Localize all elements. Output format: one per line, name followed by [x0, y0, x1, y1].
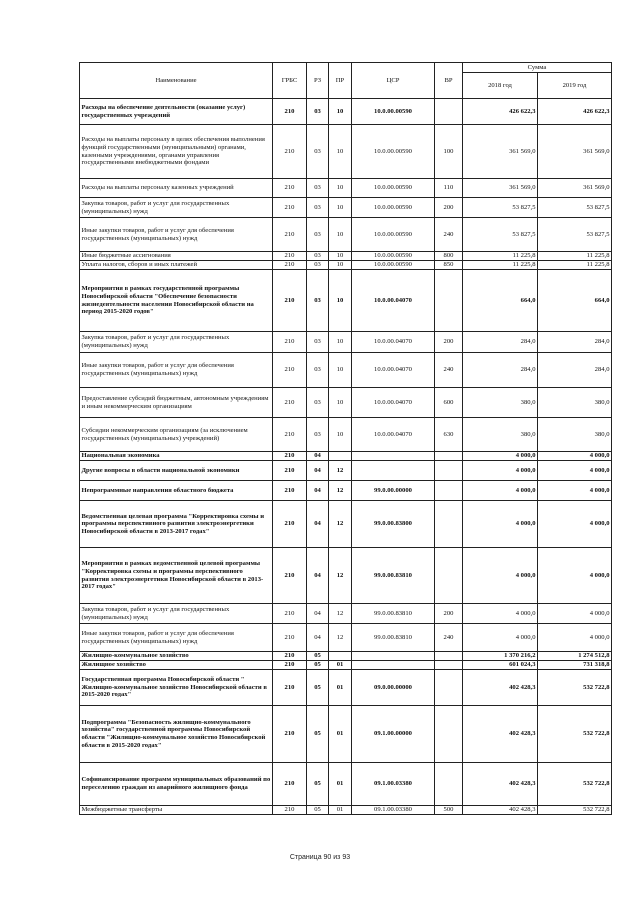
cell-name: Предоставление субсидий бюджетным, автономным учреждениям и иным некоммерческим организациям	[80, 388, 273, 418]
cell-vr: 240	[435, 624, 463, 652]
cell-grbs: 210	[273, 604, 307, 624]
cell-csr: 10.0.00.04070	[352, 270, 435, 332]
cell-amount-2019: 53 827,5	[538, 218, 612, 252]
cell-grbs: 210	[273, 624, 307, 652]
cell-name: Расходы на выплаты персоналу казенных учреждений	[80, 179, 273, 198]
cell-vr	[435, 501, 463, 548]
cell-rz: 05	[307, 652, 329, 661]
cell-pr: 10	[329, 125, 352, 179]
cell-rz: 03	[307, 418, 329, 452]
cell-name: Жилищно-коммунальное хозяйство	[80, 652, 273, 661]
cell-pr: 10	[329, 270, 352, 332]
cell-amount-2018: 380,0	[463, 388, 538, 418]
cell-pr: 10	[329, 261, 352, 270]
table-row	[80, 418, 612, 452]
cell-amount-2018: 601 024,3	[463, 661, 538, 670]
cell-amount-2018: 4 000,0	[463, 501, 538, 548]
table-row	[80, 179, 612, 198]
cell-grbs: 210	[273, 353, 307, 388]
cell-grbs: 210	[273, 332, 307, 353]
cell-rz: 03	[307, 99, 329, 125]
cell-name: Иные закупки товаров, работ и услуг для обеспечения государственных (муниципальных) нужд	[80, 624, 273, 652]
cell-csr: 99.0.00.83810	[352, 548, 435, 604]
cell-name: Подпрограмма "Безопасность жилищно-коммунального хозяйства" государственной программы Новосибирской области "Жилищно-коммунальное хозяйство Новосибирской области в 2015-2020 годах"	[80, 706, 273, 763]
cell-amount-2018: 426 622,3	[463, 99, 538, 125]
cell-grbs: 210	[273, 806, 307, 815]
cell-rz: 03	[307, 261, 329, 270]
cell-csr: 99.0.00.00000	[352, 481, 435, 501]
cell-name: Иные бюджетные ассигнования	[80, 252, 273, 261]
cell-grbs: 210	[273, 270, 307, 332]
cell-pr: 10	[329, 198, 352, 218]
cell-vr: 630	[435, 418, 463, 452]
cell-csr	[352, 661, 435, 670]
cell-amount-2018: 4 000,0	[463, 452, 538, 461]
cell-amount-2019: 731 318,8	[538, 661, 612, 670]
cell-pr: 12	[329, 548, 352, 604]
cell-vr: 500	[435, 806, 463, 815]
header-name: Наименование	[80, 63, 273, 99]
table-row	[80, 270, 612, 332]
cell-grbs: 210	[273, 548, 307, 604]
table-row	[80, 198, 612, 218]
cell-grbs: 210	[273, 670, 307, 706]
table-row	[80, 652, 612, 661]
cell-pr: 10	[329, 388, 352, 418]
cell-amount-2018: 402 428,3	[463, 706, 538, 763]
cell-grbs: 210	[273, 481, 307, 501]
cell-name: Расходы на выплаты персоналу в целях обеспечения выполнения функций государственными (муниципальными) органами, казенными учреждениями, органами управления государственными внебюджетными фондами	[80, 125, 273, 179]
table-row	[80, 806, 612, 815]
cell-vr	[435, 481, 463, 501]
cell-rz: 03	[307, 353, 329, 388]
cell-grbs: 210	[273, 418, 307, 452]
cell-vr	[435, 706, 463, 763]
table-row	[80, 501, 612, 548]
cell-amount-2018: 361 569,0	[463, 125, 538, 179]
cell-name: Расходы на обеспечение деятельности (оказание услуг) государственных учреждений	[80, 99, 273, 125]
cell-csr: 99.0.00.83810	[352, 624, 435, 652]
cell-rz: 03	[307, 218, 329, 252]
cell-amount-2018: 53 827,5	[463, 198, 538, 218]
cell-csr: 10.0.00.04070	[352, 332, 435, 353]
cell-vr: 200	[435, 332, 463, 353]
cell-rz: 04	[307, 624, 329, 652]
header-sum: Сумма	[463, 63, 612, 73]
cell-amount-2019: 11 225,8	[538, 252, 612, 261]
header-rz: РЗ	[307, 63, 329, 99]
cell-amount-2018: 1 370 216,2	[463, 652, 538, 661]
cell-rz: 03	[307, 198, 329, 218]
cell-csr	[352, 452, 435, 461]
cell-vr	[435, 652, 463, 661]
cell-grbs: 210	[273, 661, 307, 670]
cell-amount-2019: 11 225,8	[538, 261, 612, 270]
cell-grbs: 210	[273, 179, 307, 198]
cell-rz: 03	[307, 332, 329, 353]
cell-rz: 04	[307, 604, 329, 624]
cell-rz: 03	[307, 125, 329, 179]
cell-amount-2019: 284,0	[538, 332, 612, 353]
cell-grbs: 210	[273, 461, 307, 481]
cell-csr: 10.0.00.04070	[352, 418, 435, 452]
table-row	[80, 261, 612, 270]
cell-name: Национальная экономика	[80, 452, 273, 461]
cell-amount-2019: 380,0	[538, 418, 612, 452]
cell-grbs: 210	[273, 218, 307, 252]
cell-csr: 10.0.00.00590	[352, 261, 435, 270]
cell-vr	[435, 270, 463, 332]
cell-rz: 05	[307, 661, 329, 670]
cell-amount-2018: 284,0	[463, 353, 538, 388]
cell-grbs: 210	[273, 99, 307, 125]
cell-csr: 10.0.00.00590	[352, 179, 435, 198]
table-row	[80, 353, 612, 388]
cell-amount-2019: 4 000,0	[538, 604, 612, 624]
cell-name: Жилищное хозяйство	[80, 661, 273, 670]
cell-pr: 01	[329, 706, 352, 763]
cell-rz: 04	[307, 461, 329, 481]
cell-rz: 04	[307, 501, 329, 548]
cell-rz: 05	[307, 806, 329, 815]
cell-csr: 99.0.00.83810	[352, 604, 435, 624]
cell-amount-2018: 4 000,0	[463, 548, 538, 604]
cell-amount-2018: 11 225,8	[463, 261, 538, 270]
cell-grbs: 210	[273, 706, 307, 763]
cell-vr: 200	[435, 604, 463, 624]
cell-amount-2018: 361 569,0	[463, 179, 538, 198]
cell-rz: 04	[307, 452, 329, 461]
header-csr: ЦСР	[352, 63, 435, 99]
table-row	[80, 624, 612, 652]
cell-csr: 10.0.00.04070	[352, 353, 435, 388]
table-row	[80, 218, 612, 252]
table-row	[80, 604, 612, 624]
table-row	[80, 461, 612, 481]
cell-pr: 10	[329, 353, 352, 388]
cell-grbs: 210	[273, 501, 307, 548]
budget-table-body	[80, 99, 612, 815]
cell-name: Другие вопросы в области национальной экономики	[80, 461, 273, 481]
cell-vr: 100	[435, 125, 463, 179]
cell-name: Субсидии некоммерческим организациям (за исключением государственных (муниципальных) учреждений)	[80, 418, 273, 452]
budget-table	[79, 62, 612, 815]
cell-csr	[352, 461, 435, 481]
cell-csr: 99.0.00.83800	[352, 501, 435, 548]
cell-amount-2018: 4 000,0	[463, 624, 538, 652]
cell-pr: 01	[329, 661, 352, 670]
cell-name: Непрограммные направления областного бюджета	[80, 481, 273, 501]
cell-vr: 600	[435, 388, 463, 418]
table-row	[80, 388, 612, 418]
cell-rz: 05	[307, 706, 329, 763]
cell-csr: 10.0.00.04070	[352, 388, 435, 418]
cell-pr: 10	[329, 332, 352, 353]
table-row	[80, 661, 612, 670]
cell-grbs: 210	[273, 452, 307, 461]
cell-name: Иные закупки товаров, работ и услуг для обеспечения государственных (муниципальных) нужд	[80, 353, 273, 388]
cell-csr: 10.0.00.00590	[352, 252, 435, 261]
cell-pr: 12	[329, 461, 352, 481]
table-row	[80, 548, 612, 604]
cell-csr: 09.1.00.00000	[352, 706, 435, 763]
cell-amount-2019: 426 622,3	[538, 99, 612, 125]
header-year-2019: 2019 год	[538, 73, 612, 99]
cell-vr: 110	[435, 179, 463, 198]
cell-pr: 10	[329, 218, 352, 252]
cell-amount-2019: 361 569,0	[538, 125, 612, 179]
cell-amount-2018: 284,0	[463, 332, 538, 353]
cell-pr: 12	[329, 501, 352, 548]
cell-csr	[352, 652, 435, 661]
cell-amount-2019: 4 000,0	[538, 461, 612, 481]
cell-amount-2019: 53 827,5	[538, 198, 612, 218]
cell-csr: 10.0.00.00590	[352, 125, 435, 179]
cell-vr: 800	[435, 252, 463, 261]
cell-vr: 240	[435, 218, 463, 252]
cell-pr: 01	[329, 806, 352, 815]
cell-pr	[329, 652, 352, 661]
table-row	[80, 125, 612, 179]
cell-grbs: 210	[273, 252, 307, 261]
cell-name: Иные закупки товаров, работ и услуг для обеспечения государственных (муниципальных) нужд	[80, 218, 273, 252]
cell-amount-2018: 53 827,5	[463, 218, 538, 252]
cell-name: Мероприятия в рамках государственной программы Новосибирской области "Обеспечение безопасности жизнедеятельности населения Новосибирской области на период 2015-2020 годов"	[80, 270, 273, 332]
cell-amount-2019: 4 000,0	[538, 481, 612, 501]
cell-amount-2019: 532 722,8	[538, 806, 612, 815]
cell-amount-2018: 664,0	[463, 270, 538, 332]
cell-vr	[435, 670, 463, 706]
header-grbs: ГРБС	[273, 63, 307, 99]
cell-grbs: 210	[273, 652, 307, 661]
cell-grbs: 210	[273, 763, 307, 806]
cell-name: Софинансирование программ муниципальных образований по переселению граждан из аварийного жилищного фонда	[80, 763, 273, 806]
cell-grbs: 210	[273, 198, 307, 218]
cell-vr	[435, 548, 463, 604]
cell-name: Закупка товаров, работ и услуг для государственных (муниципальных) нужд	[80, 332, 273, 353]
cell-csr: 10.0.00.00590	[352, 99, 435, 125]
cell-pr: 10	[329, 418, 352, 452]
cell-name: Уплата налогов, сборов и иных платежей	[80, 261, 273, 270]
cell-amount-2018: 380,0	[463, 418, 538, 452]
cell-csr: 10.0.00.00590	[352, 218, 435, 252]
header-vr: ВР	[435, 63, 463, 99]
cell-amount-2018: 11 225,8	[463, 252, 538, 261]
cell-csr: 09.1.00.03380	[352, 763, 435, 806]
cell-pr: 12	[329, 481, 352, 501]
cell-pr: 12	[329, 624, 352, 652]
cell-amount-2019: 4 000,0	[538, 548, 612, 604]
cell-name: Межбюджетные трансферты	[80, 806, 273, 815]
cell-vr	[435, 461, 463, 481]
cell-vr	[435, 661, 463, 670]
cell-vr: 240	[435, 353, 463, 388]
cell-rz: 03	[307, 388, 329, 418]
cell-vr	[435, 763, 463, 806]
cell-name: Мероприятия в рамках ведомственной целевой программы "Корректировка схемы и программы перспективного развития электроэнергетики Новосибирской области в 2013-2017 годах"	[80, 548, 273, 604]
cell-pr: 10	[329, 179, 352, 198]
cell-amount-2019: 532 722,8	[538, 706, 612, 763]
cell-csr: 09.0.00.00000	[352, 670, 435, 706]
cell-vr: 200	[435, 198, 463, 218]
table-row	[80, 763, 612, 806]
cell-grbs: 210	[273, 261, 307, 270]
cell-name: Закупка товаров, работ и услуг для государственных (муниципальных) нужд	[80, 604, 273, 624]
cell-amount-2018: 402 428,3	[463, 670, 538, 706]
cell-vr	[435, 99, 463, 125]
cell-rz: 04	[307, 548, 329, 604]
cell-amount-2019: 532 722,8	[538, 763, 612, 806]
cell-pr	[329, 452, 352, 461]
cell-amount-2018: 4 000,0	[463, 604, 538, 624]
cell-vr	[435, 452, 463, 461]
cell-rz: 03	[307, 270, 329, 332]
cell-csr: 10.0.00.00590	[352, 198, 435, 218]
cell-amount-2019: 664,0	[538, 270, 612, 332]
cell-pr: 10	[329, 99, 352, 125]
table-row	[80, 481, 612, 501]
cell-grbs: 210	[273, 125, 307, 179]
cell-rz: 03	[307, 179, 329, 198]
cell-pr: 01	[329, 763, 352, 806]
cell-name: Государственная программа Новосибирской области " Жилищно-коммунальное хозяйство Новосибирской области в 2015-2020 годах"	[80, 670, 273, 706]
cell-amount-2019: 4 000,0	[538, 624, 612, 652]
header-pr: ПР	[329, 63, 352, 99]
cell-vr: 850	[435, 261, 463, 270]
cell-amount-2018: 4 000,0	[463, 481, 538, 501]
table-row	[80, 706, 612, 763]
cell-rz: 05	[307, 763, 329, 806]
cell-amount-2018: 4 000,0	[463, 461, 538, 481]
cell-amount-2019: 532 722,8	[538, 670, 612, 706]
cell-amount-2019: 284,0	[538, 353, 612, 388]
cell-amount-2019: 4 000,0	[538, 501, 612, 548]
cell-pr: 01	[329, 670, 352, 706]
cell-csr: 09.1.00.03380	[352, 806, 435, 815]
cell-name: Ведомственная целевая программа "Корректировка схемы и программы перспективного развития электроэнергетики Новосибирской области в 2013-2017 годах"	[80, 501, 273, 548]
page-number: Страница 90 из 93	[289, 854, 351, 861]
cell-rz: 04	[307, 481, 329, 501]
cell-amount-2019: 4 000,0	[538, 452, 612, 461]
cell-name: Закупка товаров, работ и услуг для государственных (муниципальных) нужд	[80, 198, 273, 218]
cell-amount-2018: 402 428,3	[463, 806, 538, 815]
cell-rz: 05	[307, 670, 329, 706]
table-row	[80, 670, 612, 706]
table-row	[80, 452, 612, 461]
cell-amount-2019: 361 569,0	[538, 179, 612, 198]
cell-amount-2019: 1 274 512,8	[538, 652, 612, 661]
cell-pr: 12	[329, 604, 352, 624]
table-row	[80, 252, 612, 261]
cell-rz: 03	[307, 252, 329, 261]
table-row	[80, 99, 612, 125]
table-row	[80, 332, 612, 353]
header-year-2018: 2018 год	[463, 73, 538, 99]
cell-grbs: 210	[273, 388, 307, 418]
cell-amount-2018: 402 428,3	[463, 763, 538, 806]
cell-amount-2019: 380,0	[538, 388, 612, 418]
cell-pr: 10	[329, 252, 352, 261]
